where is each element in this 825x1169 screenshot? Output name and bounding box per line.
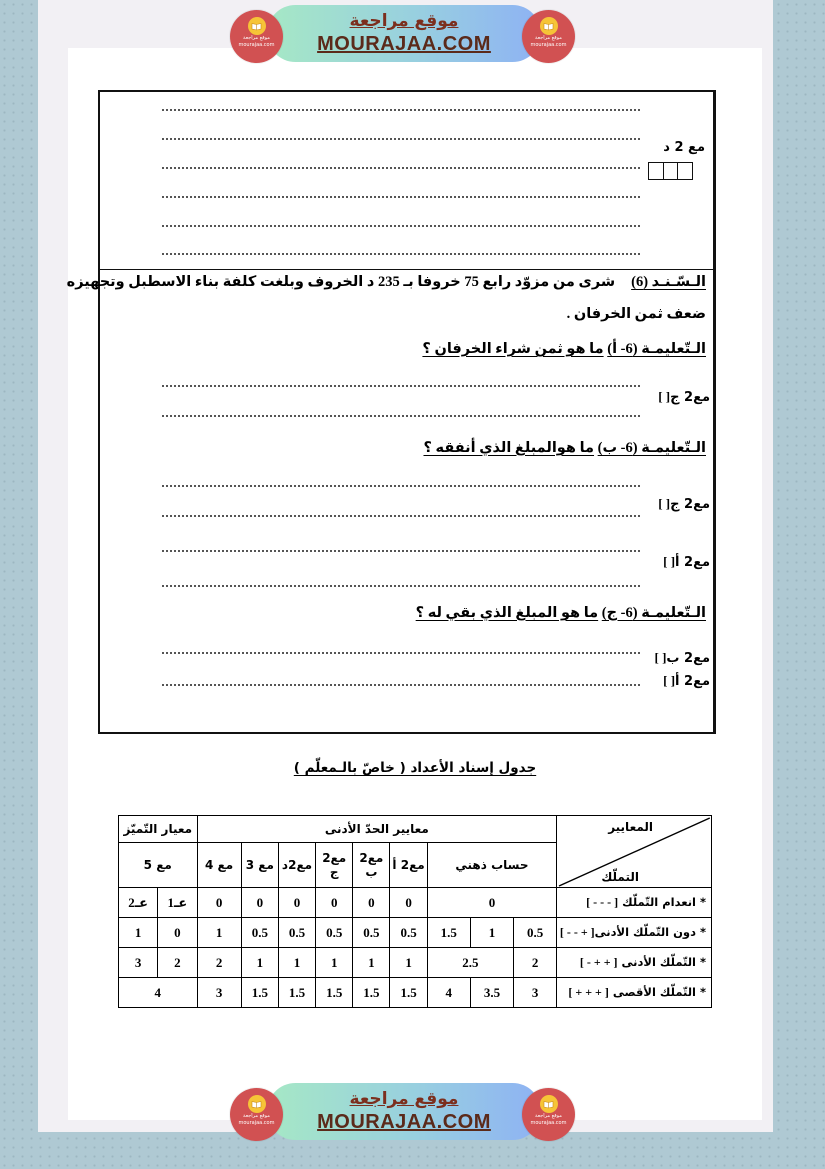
answer-line xyxy=(162,485,640,487)
question-c xyxy=(174,605,706,622)
grading-rubric-table xyxy=(118,815,712,1008)
site-domain-link[interactable]: MOURAJAA.COM xyxy=(317,1111,491,1134)
site-logo-icon xyxy=(522,1088,575,1141)
site-logo-icon xyxy=(230,10,283,63)
paper xyxy=(68,48,762,1120)
rubric-subheader-a1: عـ1 xyxy=(158,888,197,918)
site-logo-icon xyxy=(230,1088,283,1141)
answer-line xyxy=(162,652,640,654)
logo-caption: موقع مراجعة mourajaa.com xyxy=(530,35,567,48)
answer-line xyxy=(162,225,640,227)
answer-line xyxy=(162,196,640,198)
rubric-row-none: * انعدام التّملّك [ - - - ] 0 0 0 0 0 0 0 عـ1 عـ2 xyxy=(119,888,712,918)
header-brand xyxy=(230,5,575,71)
question-a xyxy=(174,341,706,358)
rubric-group-excellence-header: معيار التّميّز xyxy=(119,816,198,843)
paper-frame xyxy=(38,0,773,1132)
book-icon xyxy=(248,1095,266,1113)
score-margin-column xyxy=(647,92,714,732)
question-b-label: الـتّعليمـة (6- ب) xyxy=(597,440,706,456)
answer-line xyxy=(162,253,640,255)
score-label-m2c-1: مع2 ج[ ] xyxy=(658,389,710,405)
score-boxes xyxy=(650,162,693,180)
rubric-col-m4: مع 4 xyxy=(197,843,241,888)
answer-line xyxy=(162,515,640,517)
problem-text-1: شرى من مزوّد رابع 75 خروفا بـ xyxy=(399,274,616,290)
answer-sheet-box xyxy=(66,90,716,734)
answer-line xyxy=(162,109,640,111)
rubric-col-mental: حساب ذهني xyxy=(427,843,557,888)
score-label-m2d: مع 2 د xyxy=(663,140,705,155)
site-banner xyxy=(267,1083,541,1140)
book-icon xyxy=(248,17,266,35)
corner-label-mastery: التملّك xyxy=(601,870,639,884)
corner-label-criteria: المعايير xyxy=(608,820,653,834)
answer-line xyxy=(162,138,640,140)
footer-brand xyxy=(230,1083,575,1149)
rubric-col-m2c: مع2 ج xyxy=(316,843,353,888)
question-c-text: ما هو المبلغ الذي بقي له ؟ xyxy=(415,605,599,621)
answer-line xyxy=(162,385,640,387)
score-label-m2b: مع2 ب[ ] xyxy=(654,650,710,666)
logo-caption: موقع مراجعة mourajaa.com xyxy=(530,1113,567,1126)
question-c-label: الـتّعليمـة (6- ج) xyxy=(601,605,706,621)
question-b xyxy=(174,440,706,457)
rubric-col-m2b: مع2 ب xyxy=(353,843,390,888)
rubric-col-m3: مع 3 xyxy=(241,843,278,888)
logo-caption: موقع مراجعة mourajaa.com xyxy=(238,1113,275,1126)
site-name-arabic: موقع مراجعة xyxy=(349,1088,459,1109)
answer-line xyxy=(162,550,640,552)
score-label-m2a-1: مع2 أ[ ] xyxy=(663,554,710,570)
rubric-row-min: * التّملّك الأدنى [ - + + ] 2 2.5 1 1 1 1 1 2 2 3 xyxy=(119,948,712,978)
answer-line xyxy=(162,585,640,587)
book-icon xyxy=(540,17,558,35)
rubric-col-m2d: مع2د xyxy=(278,843,315,888)
rubric-subheader-a2: عـ2 xyxy=(119,888,158,918)
site-banner xyxy=(267,5,541,62)
site-name-arabic: موقع مراجعة xyxy=(349,10,459,31)
problem-label: الـسّـنـد (6) xyxy=(631,274,706,290)
book-icon xyxy=(540,1095,558,1113)
rubric-row-below-min: * دون التّملّك الأدنى[ - - + ] 0.5 1 1.5 0.5 0.5 0.5 0.5 0.5 1 0 1 xyxy=(119,918,712,948)
section-divider xyxy=(100,269,714,270)
answer-line xyxy=(162,415,640,417)
rubric-row-max: * التّملّك الأقصى [ + + + ] 3 3.5 4 1.5 1.5 1.5 1.5 1.5 3 4 xyxy=(119,978,712,1008)
question-b-text: ما هوالمبلغ الذي أنفقه ؟ xyxy=(423,440,595,456)
problem-text-2: وبلغت كلفة بناء الاسطبل وتجهيزه xyxy=(66,274,308,290)
rubric-title: جدول إسناد الأعداد ( خاصّ بالـمعلّم ) xyxy=(293,760,537,776)
rubric-corner-cell xyxy=(557,816,712,888)
problem-statement-line1 xyxy=(66,274,706,291)
site-logo-icon xyxy=(522,10,575,63)
score-label-m2a-2: مع2 أ[ ] xyxy=(663,673,710,689)
question-a-label: الـتّعليمـة (6- أ) xyxy=(607,341,706,357)
site-domain-link[interactable]: MOURAJAA.COM xyxy=(317,33,491,56)
answer-line xyxy=(162,167,640,169)
logo-caption: موقع مراجعة mourajaa.com xyxy=(238,35,275,48)
rubric-group-min-header: معايير الحدّ الأدنى xyxy=(197,816,557,843)
rubric-col-m5: مع 5 xyxy=(119,843,198,888)
problem-statement-line2: ضعف ثمن الخرفان . xyxy=(566,306,706,322)
rubric-col-m2a: مع2 أ xyxy=(390,843,427,888)
answer-line xyxy=(162,684,640,686)
question-a-text: ما هو ثمن شراء الخرفان ؟ xyxy=(422,341,604,357)
score-label-m2c-2: مع2 ج[ ] xyxy=(658,496,710,512)
problem-text-bold: 235 د الخروف xyxy=(307,274,400,290)
score-box-cell xyxy=(677,162,693,180)
